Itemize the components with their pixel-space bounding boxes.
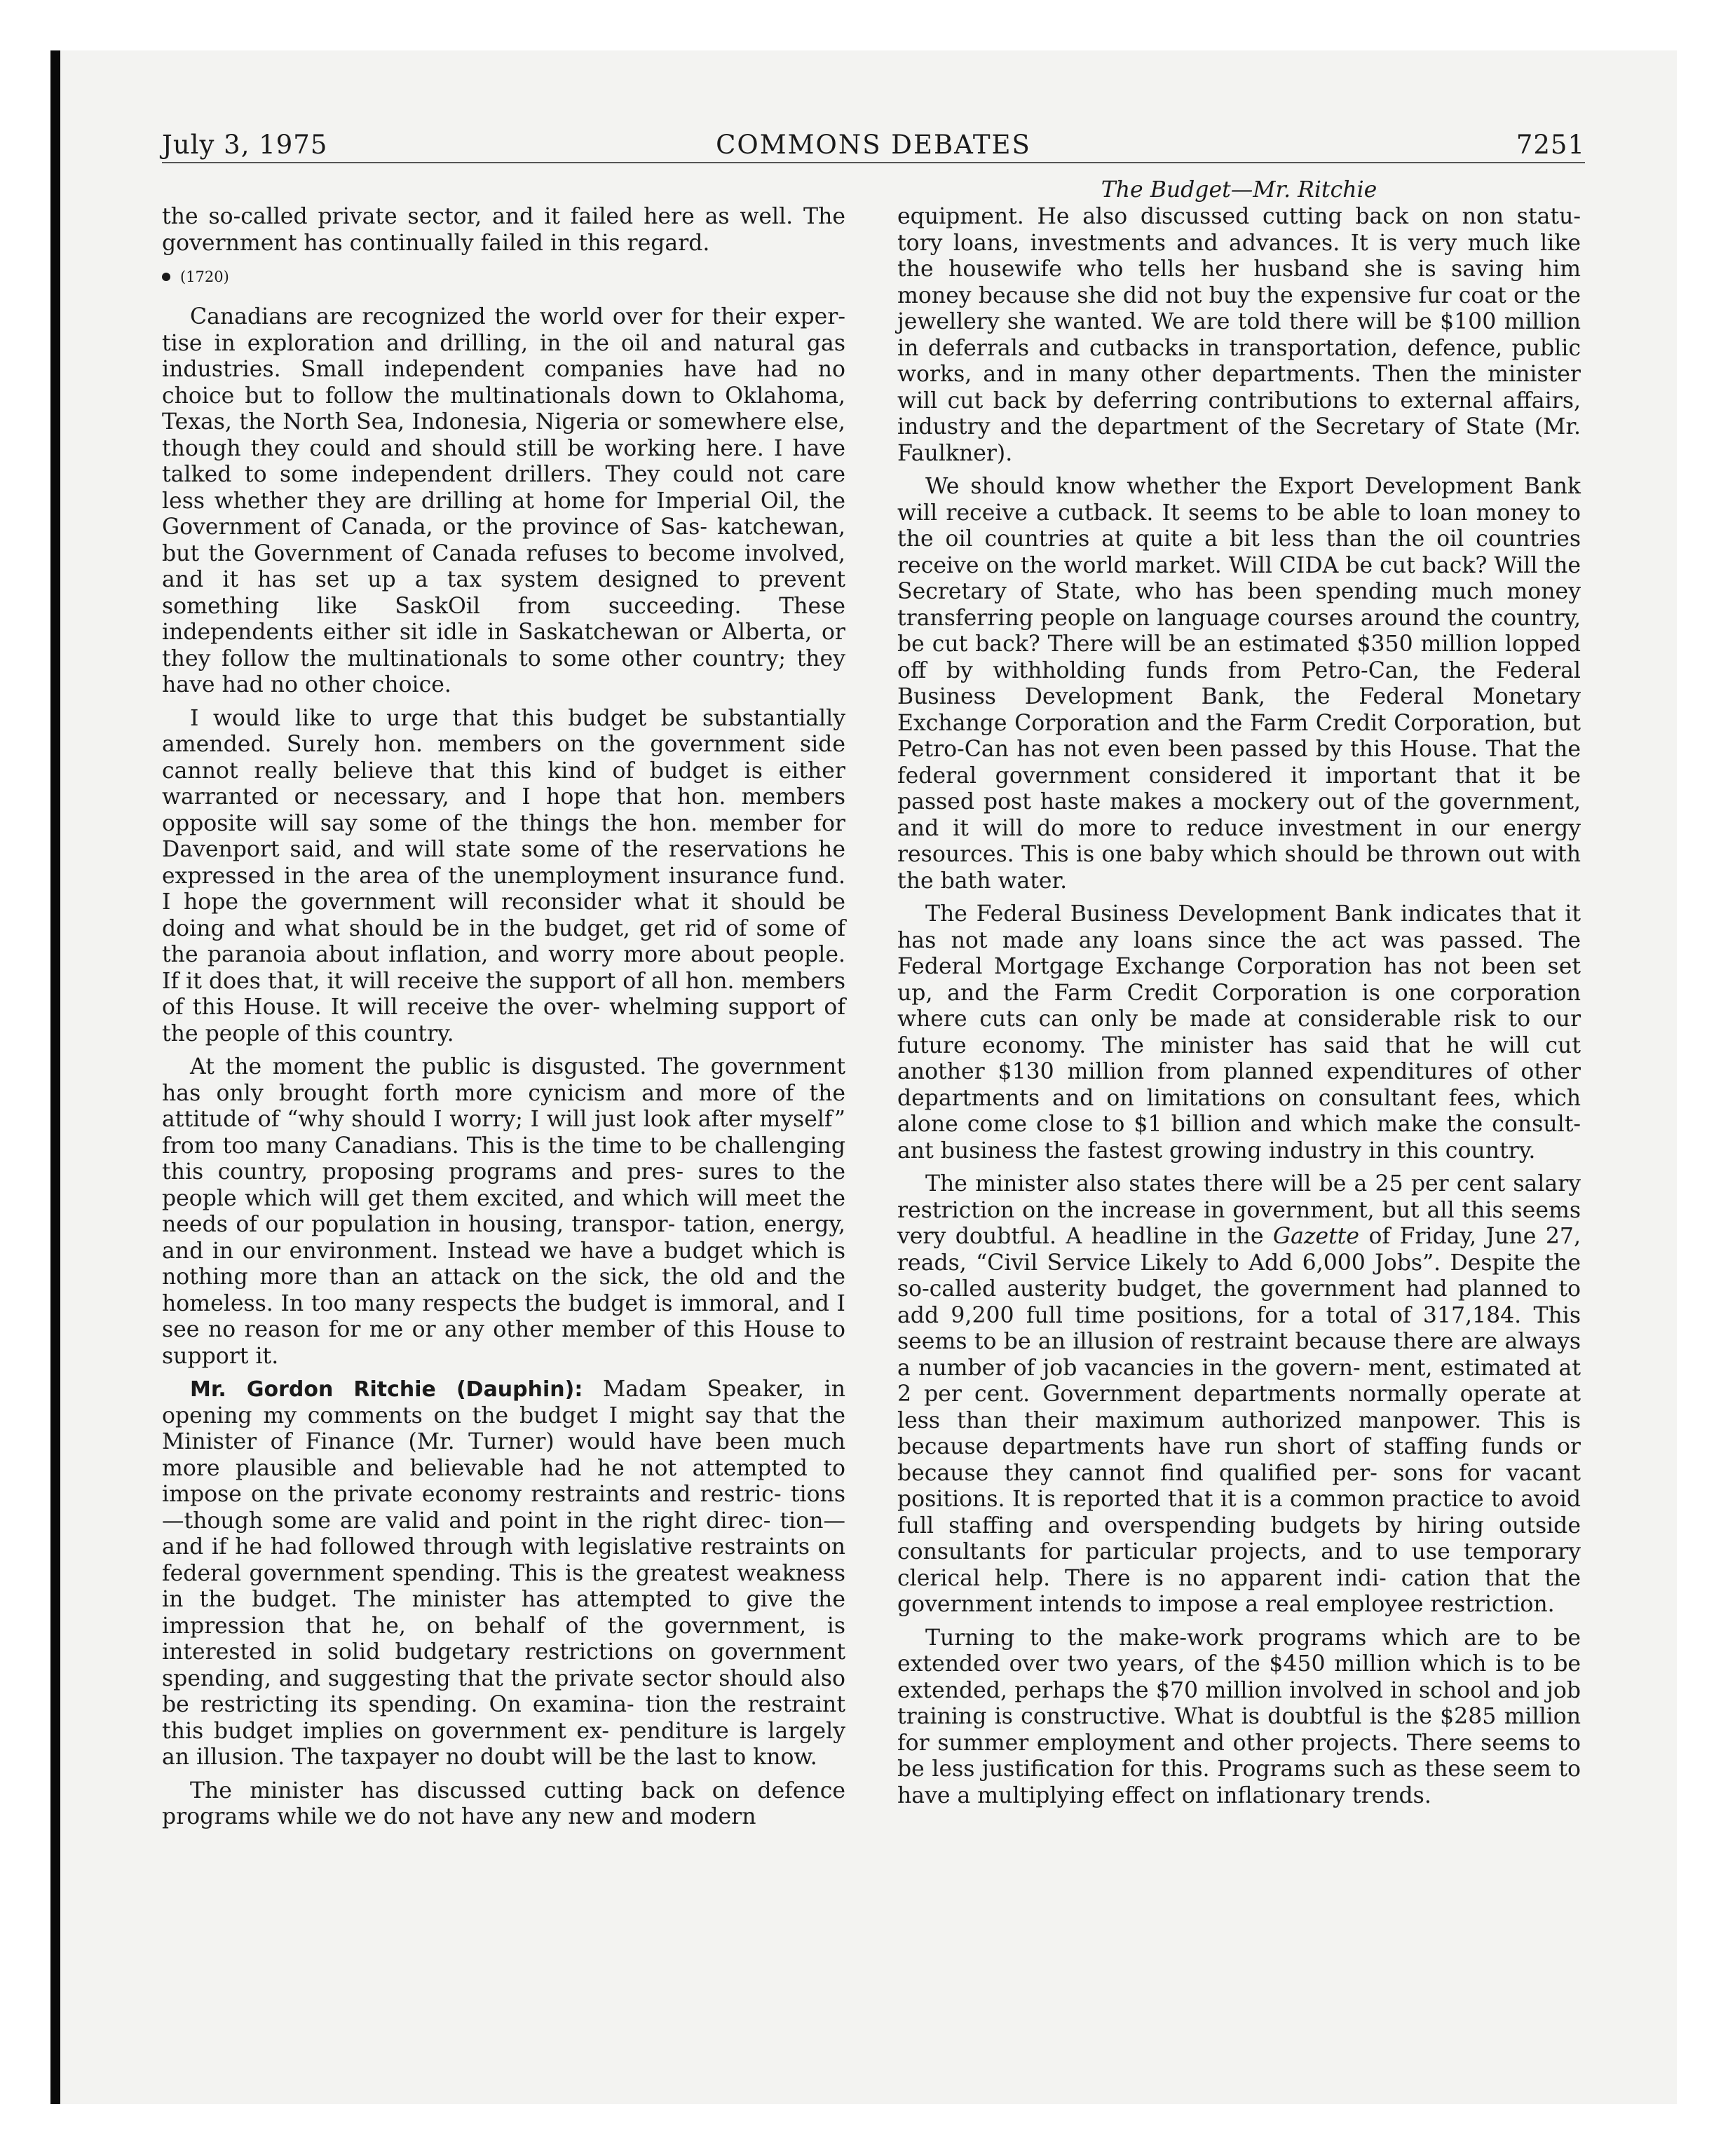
- header-page-number: 7251: [1516, 130, 1585, 160]
- right-paragraph-4-end: of Friday, June 27, reads, “Civil Service Likely to Add 6,000 Jobs”. Despite the so-called austerity budget, the government had planned to add 9,200 full time positions, for a total of 317,184. This seems to be an illusion of restraint because there are always a number of job vacancies in the govern- ment, estimated at 2 per cent. Government departments normally operate at less than their maximum authorized manpower. This is because departments have run short of staffing funds or because they cannot find qualified per- sons for vacant positions. It is reported that it is a common practice to avoid full staffing and overspending budgets by hiring outside consultants for particular projects, and to use temporary clerical help. There is no apparent indi- cation that the government intends to impose a real employee restriction.: [897, 1224, 1581, 1617]
- right-paragraph-4: [897, 1171, 1581, 1618]
- page-header: [162, 50, 1585, 160]
- header-title: COMMONS DEBATES: [716, 130, 1031, 160]
- left-paragraph-6: The minister has discussed cutting back on defence programs while we do not have any new and modern: [162, 1778, 845, 1829]
- right-paragraph-4-start: The minister also states there will be a 25 per cent salary restriction on the increase in government, but all this seems very doubtful. A headline in the: [897, 1171, 1581, 1249]
- scan-edge-bar: [50, 50, 60, 2104]
- left-paragraph-1: the so-called private sector, and it failed here as well. The government has continually failed in this regard.: [162, 204, 845, 256]
- header-date: July 3, 1975: [162, 130, 328, 160]
- left-paragraph-2: Canadians are recognized the world over for their exper- tise in exploration and drilling, in the oil and natural gas industries. Small independent companies have had no choice but to follow the multinationals down to Oklahoma, Texas, the North Sea, Indonesia, Nigeria or somewhere else, though they could and should still be working here. I have talked to some independent drillers. They could not care less whether they are drilling at home for Imperial Oil, the Government of Canada, or the province of Sas- katchewan, but the Government of Canada refuses to become involved, and it has set up a tax system designed to prevent something like SaskOil from succeeding. These independents either sit idle in Saskatchewan or Alberta, or they follow the multinationals to some other country; they have had no other choice.: [162, 304, 845, 697]
- gazette-title: Gazette: [1272, 1224, 1360, 1249]
- speaker-name: Mr. Gordon Ritchie (Dauphin):: [190, 1377, 583, 1402]
- left-paragraph-4: At the moment the public is disgusted. The government has only brought forth more cynicism and more of the attitude of “why should I worry; I will just look after myself” from too many Canadians. This is the time to be challenging this country, proposing programs and pres- sures to the people which will get them excited, and which will meet the needs of our population in housing, transpor- tation, energy, and in our environment. Instead we have a budget which is nothing more than an attack on the sick, the old and the homeless. In too many respects the budget is immoral, and I see no reason for me or any other member of this House to support it.: [162, 1054, 845, 1369]
- running-head: The Budget—Mr. Ritchie: [1101, 177, 1377, 203]
- header-rule: [162, 162, 1585, 163]
- left-column: [162, 204, 845, 1838]
- document-page: [60, 50, 1677, 2104]
- speaker-text: Madam Speaker, in opening my comments on the budget I might say that the Minister of Finance (Mr. Turner) would have been much more plausible and believable had he not attempted to impose on the private economy restraints and restric- tions—though some are valid and point in the right direc- tion—and if he had followed through with legislative restraints on federal government spending. This is the greatest weakness in the budget. The minister has attempted to give the impression that he, on behalf of the government, is interested in solid budgetary restrictions on government spending, and suggesting that the private sector should also be restricting its spending. On examina- tion the restraint this budget implies on government ex- penditure is largely an illusion. The taxpayer no doubt will be the last to know.: [162, 1377, 845, 1770]
- time-marker: [162, 266, 845, 287]
- left-paragraph-3: I would like to urge that this budget be substantially amended. Surely hon. members on the government side cannot really believe that this kind of budget is either warranted or necessary, and I hope that hon. members opposite will say some of the things the hon. member for Davenport said, and will state some of the reservations he expressed in the area of the unemployment insurance fund. I hope the government will reconsider what it should be doing and what should be in the budget, get rid of some of the paranoia about inflation, and worry more about people. If it does that, it will receive the support of all hon. members of this House. It will receive the over- whelming support of the people of this country.: [162, 705, 845, 1046]
- right-column: [897, 177, 1581, 1816]
- right-paragraph-1: equipment. He also discussed cutting back on non statu- tory loans, investments and advances. It is very much like the housewife who tells her husband she is saving him money because she did not buy the expensive fur coat or the jewellery she wanted. We are told there will be $100 million in deferrals and cutbacks in transportation, defence, public works, and in many other departments. Then the minister will cut back by deferring contributions to external affairs, industry and the department of the Secretary of State (Mr. Faulkner).: [897, 204, 1581, 466]
- bullet-icon: [162, 273, 170, 281]
- right-paragraph-3: The Federal Business Development Bank indicates that it has not made any loans since the act was passed. The Federal Mortgage Exchange Corporation has not been set up, and the Farm Credit Corporation is one corporation where cuts can only be made at considerable risk to our future economy. The minister has said that he will cut another $130 million from planned expenditures of other departments and on limitations on consultant fees, which alone come close to $1 billion and which make the consult- ant business the fastest growing industry in this country.: [897, 901, 1581, 1164]
- time-marker-text: (1720): [180, 268, 229, 285]
- right-paragraph-2: We should know whether the Export Development Bank will receive a cutback. It seems to be able to loan money to the oil countries at quite a bit less than the oil countries receive on the world market. Will CIDA be cut back? Will the Secretary of State, who has been spending much money transferring people on language courses around the country, be cut back? There will be an estimated $350 million lopped off by withholding funds from Petro-Can, the Federal Business Development Bank, the Federal Monetary Exchange Corporation and the Farm Credit Corporation, but Petro-Can has not even been passed by this House. That the federal government considered it important that it be passed post haste makes a mockery out of the government, and it will do more to reduce investment in our energy resources. This is one baby which should be thrown out with the bath water.: [897, 474, 1581, 894]
- left-paragraph-5: [162, 1377, 845, 1771]
- right-paragraph-5: Turning to the make-work programs which are to be extended over two years, of the $450 million which is to be extended, perhaps the $70 million involved in school and job training is constructive. What is doubtful is the $285 million for summer employment and other projects. There seems to be less justification for this. Programs such as these seem to have a multiplying effect on inflationary trends.: [897, 1625, 1581, 1808]
